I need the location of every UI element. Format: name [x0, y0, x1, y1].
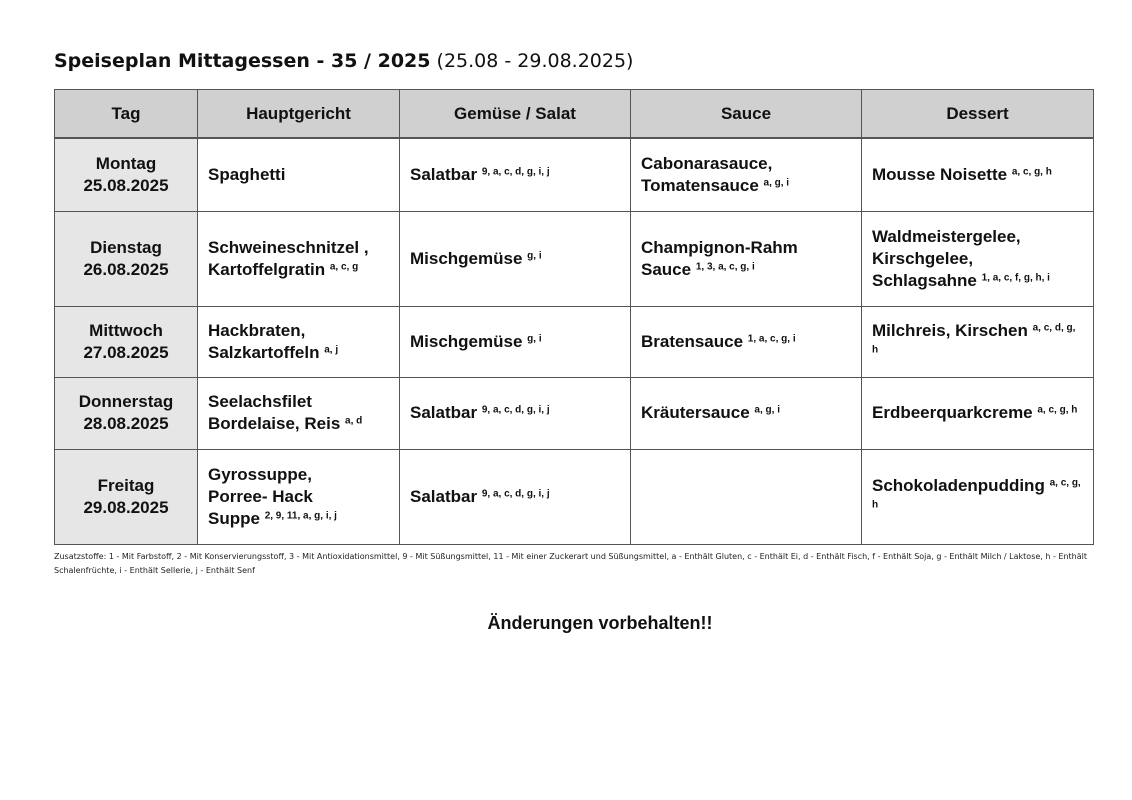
- day-name: Freitag: [97, 475, 155, 495]
- vegetables-text: Mischgemüse: [410, 331, 523, 351]
- day-name: Donnerstag: [78, 392, 174, 411]
- allergen-codes: 9, a, c, d, g, i, j: [481, 166, 550, 178]
- allergen-codes: a, c, g, h: [872, 477, 1081, 510]
- sauce-text: Champignon-Rahm Sauce: [641, 237, 798, 279]
- page-title: [54, 50, 633, 72]
- table-row: [55, 377, 1094, 449]
- allergen-codes: a, c, g, h: [1037, 404, 1078, 416]
- day-cell: [55, 306, 198, 377]
- day-cell: [55, 138, 198, 211]
- day-date: 29.08.2025: [83, 497, 169, 517]
- day-date: 28.08.2025: [83, 414, 169, 433]
- main-dish-cell: [198, 211, 400, 306]
- dessert-cell: [862, 306, 1094, 377]
- day-cell: [55, 377, 198, 449]
- allergen-codes: 9, a, c, d, g, i, j: [481, 488, 550, 499]
- vegetables-text: Salatbar: [410, 164, 478, 184]
- allergen-codes: 1, a, c, f, g, h, i: [981, 272, 1050, 283]
- title-week: Speiseplan Mittagessen - 35 / 2025: [54, 50, 431, 72]
- column-header-vegetables: Gemüse / Salat: [400, 90, 631, 139]
- column-header-dessert: Dessert: [862, 90, 1094, 139]
- dessert-cell: [862, 211, 1094, 306]
- allergen-codes: a, c, d, g, h: [872, 322, 1076, 355]
- sauce-cell: [631, 449, 862, 544]
- sauce-text: Cabonarasauce, Tomatensauce: [641, 153, 773, 195]
- allergen-codes: a, c, g: [329, 261, 359, 272]
- sauce-text: Kräutersauce: [641, 403, 750, 422]
- main-dish-cell: [198, 377, 400, 449]
- main-dish-cell: [198, 306, 400, 377]
- day-name: Mittwoch: [89, 320, 163, 340]
- table-row: [55, 138, 1094, 211]
- main-dish-cell: [198, 449, 400, 544]
- sauce-text: Bratensauce: [641, 331, 744, 351]
- day-date: 27.08.2025: [83, 342, 169, 362]
- allergen-codes: a, c, g, h: [1011, 166, 1052, 178]
- sauce-cell: [631, 306, 862, 377]
- menu-table: [54, 89, 1094, 545]
- vegetables-text: Salatbar: [410, 486, 478, 506]
- main-dish-text: Hackbraten, Salzkartoffeln: [208, 320, 320, 362]
- dessert-text: Mousse Noisette: [872, 164, 1008, 184]
- vegetables-cell: [400, 377, 631, 449]
- dessert-cell: [862, 449, 1094, 544]
- allergen-codes: 2, 9, 11, a, g, i, j: [264, 510, 337, 521]
- dessert-text: Waldmeistergelee, Kirschgelee, Schlagsahne: [872, 226, 1021, 290]
- allergen-codes: g, i: [527, 250, 542, 261]
- title-date-range: (25.08 - 29.08.2025): [436, 50, 634, 72]
- allergen-codes: a, g, i: [763, 177, 790, 189]
- vegetables-cell: [400, 449, 631, 544]
- dessert-cell: [862, 138, 1094, 211]
- dessert-text: Milchreis, Kirschen: [872, 320, 1028, 340]
- column-header-main: Hauptgericht: [198, 90, 400, 139]
- allergen-codes: 1, 3, a, c, g, i: [695, 261, 755, 272]
- main-dish-cell: [198, 138, 400, 211]
- day-name: Dienstag: [90, 237, 162, 257]
- allergen-codes: 1, a, c, g, i: [747, 333, 796, 344]
- vegetables-text: Salatbar: [410, 403, 478, 422]
- day-date: 25.08.2025: [83, 175, 169, 195]
- allergen-codes: a, d: [345, 415, 363, 427]
- main-dish-text: Spaghetti: [208, 164, 286, 184]
- table-row: [55, 211, 1094, 306]
- day-cell: [55, 211, 198, 306]
- table-row: [55, 449, 1094, 544]
- table-header-row: [55, 90, 1094, 139]
- dessert-cell: [862, 377, 1094, 449]
- sauce-cell: [631, 211, 862, 306]
- sauce-cell: [631, 138, 862, 211]
- vegetables-cell: [400, 306, 631, 377]
- allergen-codes: 9, a, c, d, g, i, j: [481, 404, 550, 416]
- day-date: 26.08.2025: [83, 259, 169, 279]
- allergen-codes: a, g, i: [754, 404, 780, 416]
- vegetables-cell: [400, 211, 631, 306]
- main-dish-text: Gyrossuppe, Porree- Hack Suppe: [208, 464, 313, 528]
- allergen-codes: g, i: [527, 333, 542, 344]
- day-cell: [55, 449, 198, 544]
- main-dish-text: Schweineschnitzel , Kartoffelgratin: [208, 237, 369, 279]
- vegetables-cell: [400, 138, 631, 211]
- table-row: [55, 306, 1094, 377]
- changes-disclaimer: Änderungen vorbehalten!!: [487, 613, 713, 633]
- sauce-cell: [631, 377, 862, 449]
- column-header-day: Tag: [55, 90, 198, 139]
- vegetables-text: Mischgemüse: [410, 248, 523, 268]
- day-name: Montag: [95, 153, 157, 173]
- allergen-codes: a, j: [324, 344, 339, 355]
- additives-footnote: Zusatzstoffe: 1 - Mit Farbstoff, 2 - Mit Konservierungsstoff, 3 - Mit Antioxidationsmittel, 9 - Mit Süßungsmittel, 11 - Mit einer Zuckerart und Süßungsmittel, a - Enthält Gluten, c - Enthält Ei, d - Enthält Fisch, f - Enthält Soja, g - Enthält Milch / Laktose, h - Enthält Schalenfrüchte, i - Enthält Sellerie, j - Enthält Senf: [54, 552, 1087, 575]
- dessert-text: Schokoladenpudding: [872, 475, 1045, 495]
- dessert-text: Erdbeerquarkcreme: [872, 403, 1033, 422]
- column-header-sauce: Sauce: [631, 90, 862, 139]
- main-dish-text: Seelachsfilet Bordelaise, Reis: [208, 392, 341, 433]
